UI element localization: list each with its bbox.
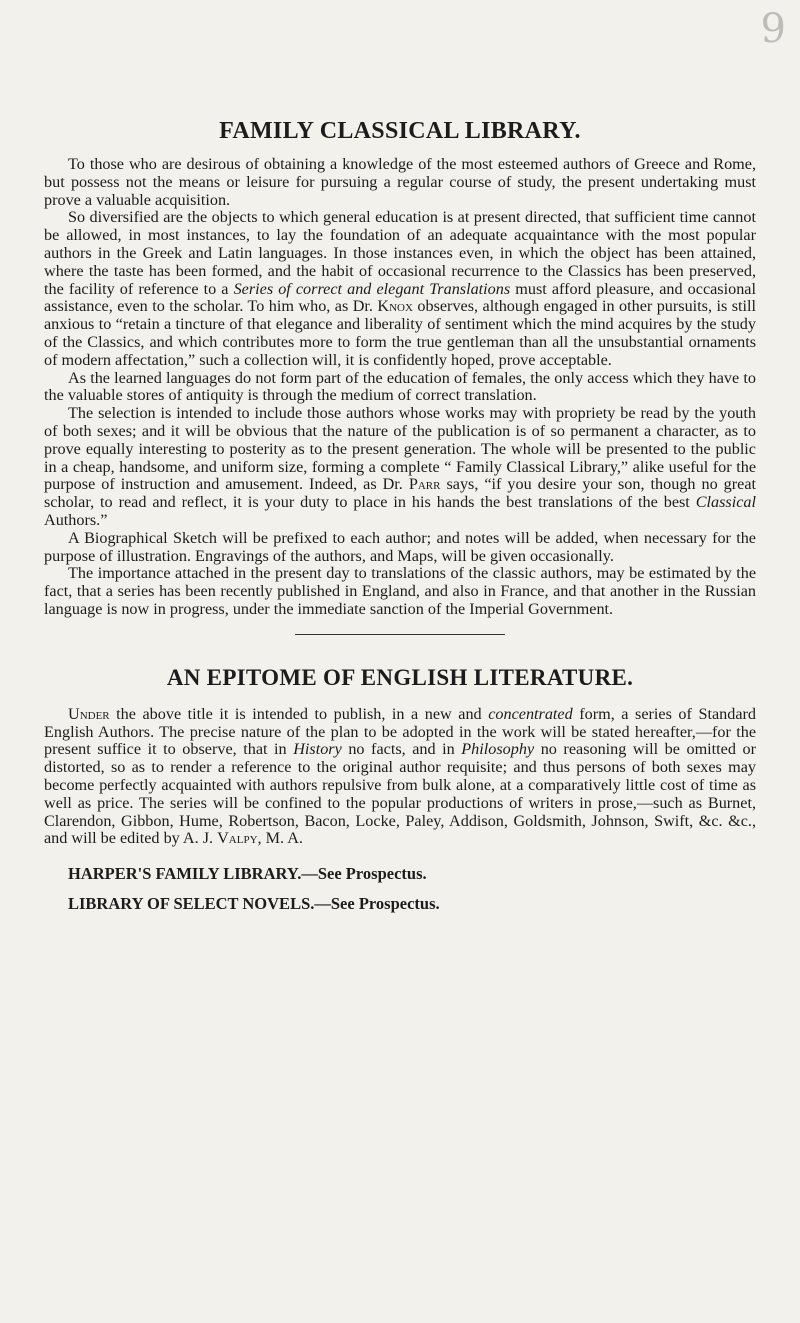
text-run: form, a series of Standard English Authors. The precise nature of the plan to be adopted in the work will be stated hereafter,—for the present suffice it to observe, that in	[44, 704, 756, 759]
section-title-family-classical-library: FAMILY CLASSICAL LIBRARY.	[219, 118, 581, 144]
paragraph	[44, 405, 756, 530]
document-page	[44, 0, 756, 913]
notice-library-of-select-novels: LIBRARY OF SELECT NOVELS.—See Prospectus.	[68, 893, 440, 913]
italic-text: concentrated	[488, 704, 573, 723]
italic-text: Philosophy	[461, 740, 535, 759]
text-run: Authors.”	[44, 510, 108, 529]
text-run: So diversified are the objects to which general education is at present directed, that sufficient time cannot be allowed, in most instances, to lay the foundation of an adequate acquaintance with the most popular authors in the Greek and Latin languages. In those instances even, in which the object has been attained, where the taste has been formed, and the habit of occasional recurrence to the Classics has been preserved, the facility of reference to a	[44, 208, 756, 298]
lead-word: Under	[68, 704, 110, 723]
corner-annotation: 9	[760, 6, 786, 52]
paragraph	[44, 706, 756, 848]
paragraph	[44, 209, 756, 369]
paragraph: The importance attached in the present day to translations of the classic authors, may be estimated by the fact, that a series has been recently published in England, and also in France, and that another in the Russian language is now in progress, under the immediate sanction of the Imperial Government.	[44, 564, 756, 618]
author-name: Knox	[377, 297, 413, 316]
text-run: no reasoning will be omitted or distorted, so as to render a reference to the original author requisite; and thus persons of both sexes may become perfectly acquainted with authors repulsive from bulk alone, at a comparatively little cost of time as well as price. The series will be confined to the popular productions of writers in prose,—such as Burnet, Clarendon, Gibbon, Hume, Robertson, Bacon, Locke, Paley, Addison, Goldsmith, Johnson, Swift, &c. &c., and will be edited by A. J.	[44, 740, 756, 848]
section-title-epitome: AN EPITOME OF ENGLISH LITERATURE.	[166, 664, 634, 690]
section-divider	[295, 634, 505, 635]
text-run: must afford pleasure, and occasional assistance, even to the scholar. To him who, as Dr.	[44, 279, 756, 316]
text-run: no facts, and in	[341, 740, 462, 759]
italic-text: History	[293, 740, 342, 759]
italic-text: Classical	[695, 493, 756, 512]
text-run: , M. A.	[257, 829, 303, 848]
text-run: the above title it is intended to publish, in a new and	[109, 704, 489, 723]
notice-harpers-family-library: HARPER'S FAMILY LIBRARY.—See Prospectus.	[68, 864, 427, 884]
paragraph: To those who are desirous of obtaining a knowledge of the most esteemed authors of Greece and Rome, but possess not the means or leisure for pursuing a regular course of study, the present undertaking must prove a valuable acquisition.	[44, 155, 756, 209]
text-run: observes, although engaged in other pursuits, is still anxious to “retain a tincture of that elegance and liberality of sentiment which the mind acquires by the study of the Classics, and which contributes more to form the true gentleman than all the unsubstantial ornaments of modern affectation,” such a collection will, it is confidently hoped, prove acceptable.	[44, 297, 756, 369]
section-family-classical-library	[44, 156, 756, 619]
italic-text: Series of correct and elegant Translations	[233, 279, 511, 298]
paragraph: A Biographical Sketch will be prefixed to each author; and notes will be added, when necessary for the purpose of illustration. Engravings of the authors, and Maps, will be given occasionally.	[44, 528, 756, 565]
section-epitome	[44, 706, 756, 848]
editor-name: Valpy	[217, 829, 258, 848]
text-run: says, “if you desire your son, though no great scholar, to read and reflect, it is your duty to place in his hands the best translations of the best	[44, 475, 757, 512]
paragraph: As the learned languages do not form part of the education of females, the only access which they have to the valuable stores of antiquity is through the medium of correct translation.	[44, 368, 756, 405]
author-name: Parr	[408, 475, 441, 494]
text-run: The selection is intended to include those authors whose works may with propriety be read by the youth of both sexes; and it will be obvious that the nature of the publication is of so permanent a character, as to prove equally interesting to posterity as to the present generation. The whole will be presented to the public in a cheap, handsome, and uniform size, forming a complete “ Family Classical Library,” alike useful for the purpose of instruction and amusement. Indeed, as Dr.	[44, 404, 756, 494]
